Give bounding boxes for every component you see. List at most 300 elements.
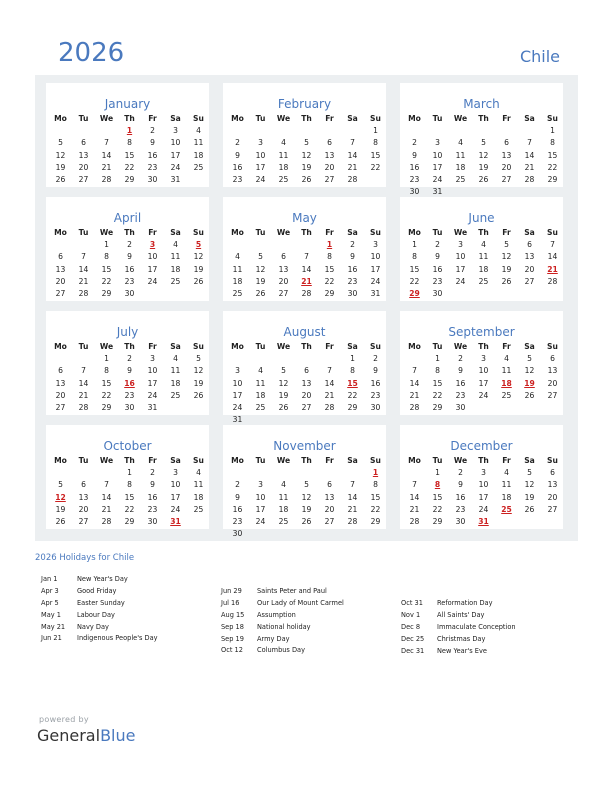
empty-cell [272,239,295,251]
day-cell: 30 [432,288,443,298]
weekday-label: Su [370,114,381,123]
weekday-label: Fr [148,456,157,465]
holiday-column [221,586,344,657]
day-cell: 6 [550,468,555,478]
day-cell: 23 [232,516,243,526]
day-cell: 4 [504,468,509,478]
empty-cell [364,528,387,540]
holiday-day-cell: 21 [547,264,558,274]
holiday-row [41,586,158,598]
day-cell: 28 [409,516,420,526]
day-cell: 29 [101,402,112,412]
empty-cell [495,402,518,414]
day-cell: 18 [193,150,204,160]
day-cell: 13 [278,264,289,274]
day-cell: 8 [350,366,355,376]
day-cell: 26 [501,276,512,286]
day-cell: 11 [170,366,181,376]
weekday-label: Fr [325,114,334,123]
day-cell: 15 [547,150,558,160]
day-cell: 6 [304,366,309,376]
holiday-day-cell: 16 [124,378,135,388]
calendar-year: 2026 [58,38,125,68]
day-cell: 31 [170,174,181,184]
weekday-label: Tu [255,228,266,237]
month-grid [403,341,564,414]
weekday-label: Tu [78,228,89,237]
day-cell: 25 [193,162,204,172]
day-cell: 16 [370,378,381,388]
day-cell: 12 [301,492,312,502]
day-cell: 15 [101,378,112,388]
day-cell: 5 [58,138,63,148]
day-cell: 4 [458,138,463,148]
day-cell: 27 [547,390,558,400]
day-cell: 28 [324,402,335,412]
weekday-label: Tu [255,456,266,465]
day-cell: 2 [127,354,132,364]
day-cell: 13 [78,150,89,160]
empty-cell [341,467,364,479]
empty-cell [187,516,210,528]
empty-cell [249,467,272,479]
day-cell: 18 [278,504,289,514]
day-cell: 1 [550,126,555,136]
month-december [400,425,563,529]
day-cell: 30 [370,402,381,412]
holiday-row [401,610,516,622]
holiday-date: Jun 21 [41,634,62,643]
day-cell: 4 [504,354,509,364]
day-cell: 26 [278,402,289,412]
day-cell: 12 [255,264,266,274]
holiday-day-cell: 1 [326,240,333,250]
weekday-label: Sa [524,228,535,237]
day-cell: 24 [232,402,243,412]
holiday-name: Labour Day [77,610,115,619]
day-cell: 24 [255,174,266,184]
day-cell: 3 [173,126,178,136]
weekday-label: Th [124,114,135,123]
month-title: May [292,211,317,225]
month-september [400,311,563,415]
day-cell: 5 [504,240,509,250]
empty-cell [295,125,318,137]
day-cell: 10 [170,480,181,490]
day-cell: 9 [150,480,155,490]
day-cell: 19 [55,162,66,172]
month-title: March [463,97,500,111]
day-cell: 15 [324,264,335,274]
day-cell: 24 [370,276,381,286]
holiday-name: Easter Sunday [77,598,125,607]
day-cell: 29 [347,402,358,412]
day-cell: 25 [501,390,512,400]
day-cell: 8 [127,138,132,148]
day-cell: 20 [324,504,335,514]
day-cell: 19 [193,378,204,388]
month-may [223,197,386,301]
empty-cell [295,239,318,251]
weekday-label: Tu [432,228,443,237]
day-cell: 11 [255,378,266,388]
day-cell: 21 [78,276,89,286]
day-cell: 16 [147,150,158,160]
day-cell: 27 [501,174,512,184]
day-cell: 14 [524,150,535,160]
day-cell: 25 [170,390,181,400]
day-cell: 5 [304,480,309,490]
day-cell: 17 [170,492,181,502]
day-cell: 6 [327,480,332,490]
day-cell: 23 [370,390,381,400]
day-cell: 30 [124,402,135,412]
weekday-label: Fr [502,456,511,465]
empty-cell [295,353,318,365]
day-cell: 10 [432,150,443,160]
month-title: October [103,439,152,453]
empty-cell [318,467,341,479]
day-cell: 9 [127,366,132,376]
day-cell: 10 [232,378,243,388]
weekday-label: Th [301,228,312,237]
day-cell: 26 [193,276,204,286]
day-cell: 9 [458,366,463,376]
day-cell: 30 [232,529,243,539]
day-cell: 19 [55,504,66,514]
day-cell: 25 [255,402,266,412]
weekday-label: Th [478,114,489,123]
weekday-label: Tu [78,114,89,123]
empty-cell [249,239,272,251]
holiday-name: Our Lady of Mount Carmel [257,598,344,607]
day-cell: 26 [255,288,266,298]
holiday-day-cell: 5 [195,240,202,250]
weekday-label: Su [547,456,558,465]
day-cell: 5 [258,252,263,262]
weekday-label: Fr [148,114,157,123]
weekday-label: We [276,114,291,123]
holiday-row [41,574,158,586]
weekday-label: Sa [347,342,358,351]
day-cell: 24 [147,276,158,286]
day-cell: 7 [81,252,86,262]
day-cell: 14 [347,150,358,160]
weekday-label: Mo [231,342,244,351]
day-cell: 23 [409,174,420,184]
day-cell: 16 [147,492,158,502]
day-cell: 5 [196,354,201,364]
holiday-row [221,645,344,657]
day-cell: 14 [324,378,335,388]
weekday-label: Mo [54,228,67,237]
day-cell: 3 [258,138,263,148]
day-cell: 29 [124,174,135,184]
weekday-label: We [453,114,468,123]
day-cell: 23 [232,174,243,184]
holiday-day-cell: 8 [434,480,441,490]
month-title: April [113,211,142,225]
generalblue-logo[interactable] [37,726,135,745]
day-cell: 27 [278,288,289,298]
day-cell: 25 [170,276,181,286]
empty-cell [295,467,318,479]
holiday-day-cell: 15 [347,378,358,388]
empty-cell [249,528,272,540]
empty-cell [49,353,72,365]
day-cell: 11 [232,264,243,274]
empty-cell [449,288,472,300]
holiday-row [221,598,344,610]
weekday-label: Th [124,228,135,237]
day-cell: 26 [301,516,312,526]
day-cell: 11 [278,150,289,160]
day-cell: 21 [101,162,112,172]
day-cell: 28 [78,402,89,412]
day-cell: 28 [78,288,89,298]
day-cell: 29 [432,402,443,412]
day-cell: 19 [478,162,489,172]
month-title: December [450,439,513,453]
day-cell: 2 [458,354,463,364]
day-cell: 9 [373,366,378,376]
day-cell: 7 [350,138,355,148]
day-cell: 31 [147,402,158,412]
day-cell: 1 [373,126,378,136]
holiday-row [41,598,158,610]
day-cell: 5 [304,138,309,148]
day-cell: 6 [527,240,532,250]
day-cell: 17 [147,264,158,274]
day-cell: 11 [193,480,204,490]
country-name: Chile [519,47,560,66]
weekday-label: Su [370,456,381,465]
day-cell: 10 [478,366,489,376]
day-cell: 18 [255,390,266,400]
month-grid [226,227,387,300]
weekday-label: Su [370,228,381,237]
day-cell: 18 [278,162,289,172]
day-cell: 8 [327,252,332,262]
day-cell: 25 [278,516,289,526]
day-cell: 12 [478,150,489,160]
day-cell: 28 [301,288,312,298]
day-cell: 13 [324,150,335,160]
day-cell: 2 [235,480,240,490]
day-cell: 8 [127,480,132,490]
day-cell: 11 [278,492,289,502]
weekday-label: Tu [78,456,89,465]
weekday-label: Sa [170,228,181,237]
empty-cell [541,288,564,300]
day-cell: 7 [104,480,109,490]
day-cell: 19 [301,504,312,514]
day-cell: 17 [232,390,243,400]
weekday-label: We [276,228,291,237]
day-cell: 31 [432,187,443,197]
day-cell: 27 [55,288,66,298]
month-february [223,83,386,187]
day-cell: 8 [550,138,555,148]
holiday-date: Dec 8 [401,622,421,631]
holiday-date: Jul 16 [221,598,240,607]
holiday-date: Nov 1 [401,610,421,619]
holiday-date: May 21 [41,622,66,631]
day-cell: 26 [193,390,204,400]
day-cell: 14 [409,492,420,502]
day-cell: 2 [412,138,417,148]
day-cell: 13 [524,252,535,262]
day-cell: 7 [327,366,332,376]
weekday-label: Sa [170,456,181,465]
weekday-label: We [453,228,468,237]
day-cell: 19 [278,390,289,400]
day-cell: 16 [455,492,466,502]
day-cell: 3 [150,354,155,364]
day-cell: 6 [81,138,86,148]
empty-cell [495,125,518,137]
day-cell: 18 [170,378,181,388]
day-cell: 29 [101,288,112,298]
day-cell: 23 [432,276,443,286]
day-cell: 6 [58,252,63,262]
day-cell: 29 [547,174,558,184]
empty-cell [164,402,187,414]
day-cell: 29 [370,516,381,526]
day-cell: 8 [104,366,109,376]
weekday-label: Sa [347,114,358,123]
day-cell: 3 [173,468,178,478]
month-grid [403,113,564,198]
day-cell: 4 [196,468,201,478]
month-august [223,311,386,425]
day-cell: 17 [255,162,266,172]
empty-cell [341,125,364,137]
month-title: February [277,97,332,111]
day-cell: 23 [455,390,466,400]
day-cell: 1 [435,468,440,478]
holiday-date: Jan 1 [41,575,58,583]
day-cell: 24 [478,504,489,514]
holiday-name: Reformation Day [437,599,493,607]
day-cell: 22 [101,276,112,286]
month-title: November [273,439,336,453]
empty-cell [272,467,295,479]
weekday-label: We [99,456,114,465]
day-cell: 11 [501,480,512,490]
month-grid [226,113,387,186]
day-cell: 15 [432,378,443,388]
weekday-label: Mo [408,456,421,465]
day-cell: 30 [347,288,358,298]
empty-cell [226,467,249,479]
holiday-date: Sep 18 [221,622,244,631]
day-cell: 4 [196,126,201,136]
day-cell: 2 [350,240,355,250]
day-cell: 14 [409,378,420,388]
weekday-label: Sa [170,342,181,351]
day-cell: 15 [124,150,135,160]
day-cell: 31 [370,288,381,298]
day-cell: 30 [455,402,466,412]
day-cell: 22 [547,162,558,172]
holiday-name: All Saints' Day [437,610,485,619]
day-cell: 6 [281,252,286,262]
brand-blue: Blue [100,726,136,745]
day-cell: 21 [101,504,112,514]
holiday-name: Saints Peter and Paul [257,587,327,595]
day-cell: 14 [347,492,358,502]
empty-cell [49,239,72,251]
holiday-day-cell: 3 [149,240,156,250]
weekday-label: We [276,456,291,465]
day-cell: 24 [455,276,466,286]
day-cell: 28 [347,174,358,184]
day-cell: 28 [347,516,358,526]
weekday-label: Fr [325,228,334,237]
empty-cell [426,125,449,137]
day-cell: 30 [124,288,135,298]
holiday-day-cell: 12 [55,492,66,502]
weekday-label: We [453,456,468,465]
day-cell: 5 [527,468,532,478]
day-cell: 20 [547,492,558,502]
empty-cell [272,125,295,137]
day-cell: 8 [373,138,378,148]
holiday-name: Army Day [257,634,290,643]
day-cell: 12 [524,366,535,376]
day-cell: 31 [232,415,243,425]
weekday-label: Sa [347,228,358,237]
day-cell: 4 [281,138,286,148]
day-cell: 26 [524,504,535,514]
day-cell: 13 [501,150,512,160]
day-cell: 25 [232,288,243,298]
day-cell: 3 [258,480,263,490]
empty-cell [518,125,541,137]
day-cell: 6 [81,480,86,490]
day-cell: 24 [478,390,489,400]
day-cell: 15 [409,264,420,274]
day-cell: 9 [235,150,240,160]
day-cell: 23 [124,276,135,286]
day-cell: 19 [524,492,535,502]
day-cell: 19 [501,264,512,274]
day-cell: 24 [170,504,181,514]
day-cell: 20 [324,162,335,172]
weekday-label: Su [193,342,204,351]
day-cell: 26 [55,516,66,526]
day-cell: 22 [124,504,135,514]
day-cell: 8 [412,252,417,262]
weekday-label: Th [301,342,312,351]
day-cell: 21 [78,390,89,400]
weekday-label: Mo [54,456,67,465]
empty-cell [449,125,472,137]
day-cell: 12 [193,252,204,262]
weekday-label: We [99,228,114,237]
empty-cell [187,288,210,300]
holiday-day-cell: 25 [501,504,512,514]
day-cell: 7 [412,366,417,376]
weekday-label: Su [193,114,204,123]
holiday-date: Dec 25 [401,634,425,643]
day-cell: 1 [412,240,417,250]
day-cell: 9 [435,252,440,262]
day-cell: 19 [255,276,266,286]
day-cell: 22 [324,276,335,286]
day-cell: 3 [235,366,240,376]
